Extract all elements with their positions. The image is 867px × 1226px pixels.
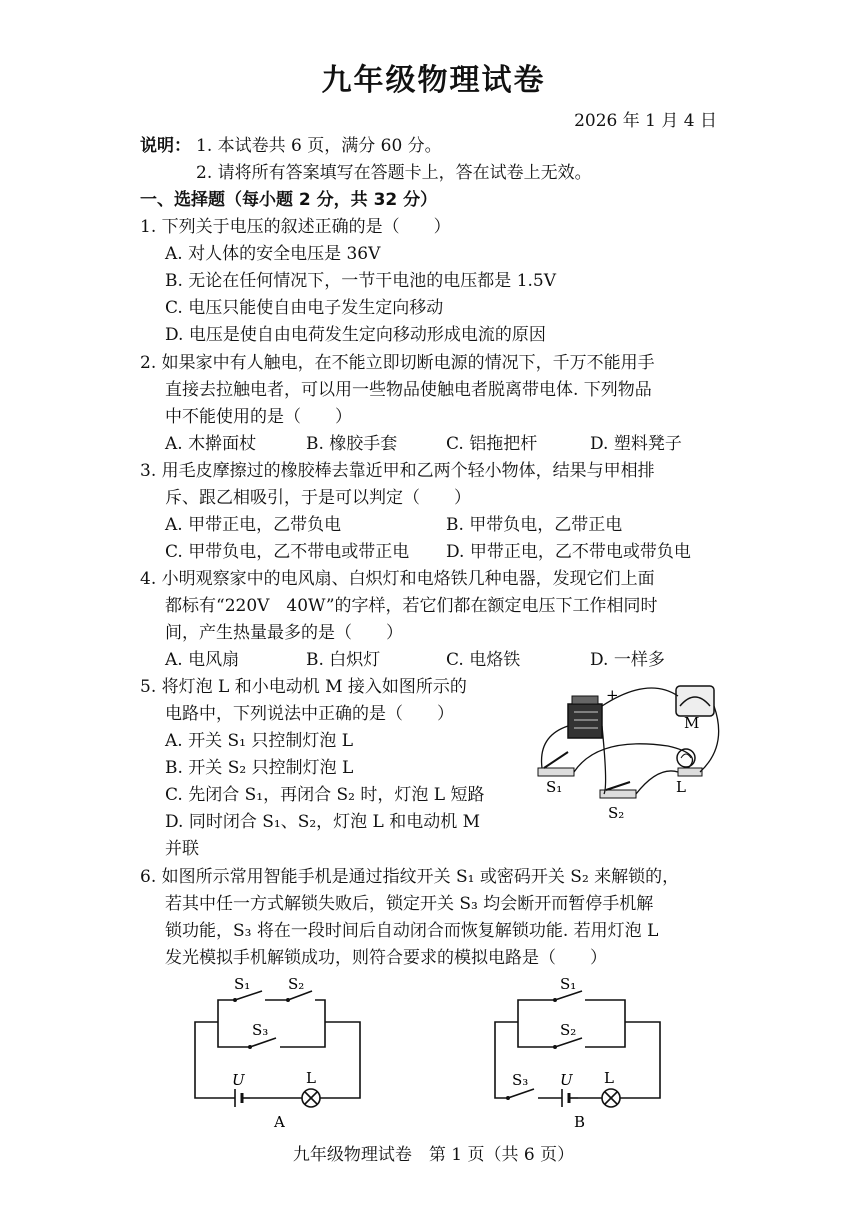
q4-option-a: A. 电风扇 xyxy=(165,650,240,670)
circuit-a-s1-label: S₁ xyxy=(234,975,251,993)
q2-stem-3: 中不能使用的是（ ） xyxy=(165,407,352,427)
switch-s1-label: S₁ xyxy=(546,778,563,796)
q5-circuit-figure xyxy=(528,676,728,826)
battery-plus-label: + xyxy=(606,686,619,704)
q2-option-a: A. 木擀面杖 xyxy=(165,434,257,454)
battery-icon xyxy=(568,704,602,738)
circuit-b-u-label: U xyxy=(560,1071,573,1089)
circuit-a-s3-label: S₃ xyxy=(252,1021,269,1039)
q5-option-d: D. 同时闭合 S₁、S₂，灯泡 L 和电动机 M xyxy=(165,812,481,832)
circuit-b-s2-label: S₂ xyxy=(560,1021,577,1039)
q3-option-a: A. 甲带正电，乙带负电 xyxy=(165,515,342,535)
q4-option-c: C. 电烙铁 xyxy=(446,650,521,670)
circuit-a-u-label: U xyxy=(232,1071,245,1089)
q5-option-c: C. 先闭合 S₁，再闭合 S₂ 时，灯泡 L 短路 xyxy=(165,785,485,805)
q5-option-a: A. 开关 S₁ 只控制灯泡 L xyxy=(165,731,354,751)
note-1: 1. 本试卷共 6 页，满分 60 分。 xyxy=(196,136,442,156)
motor-icon xyxy=(676,686,714,716)
q6-stem-3: 锁功能，S₃ 将在一段时间后自动闭合而恢复解锁功能. 若用灯泡 L xyxy=(165,921,659,941)
q5-stem-2: 电路中，下列说法中正确的是（ ） xyxy=(165,704,454,724)
q2-option-d: D. 塑料凳子 xyxy=(590,434,682,454)
circuit-a-s2-label: S₂ xyxy=(288,975,305,993)
q3-stem-1: 3. 用毛皮摩擦过的橡胶棒去靠近甲和乙两个轻小物体，结果与甲相排 xyxy=(140,461,655,481)
q6-circuit-a xyxy=(190,975,380,1135)
q3-option-d: D. 甲带正电，乙不带电或带负电 xyxy=(446,542,691,562)
page-footer: 九年级物理试卷 第 1 页（共 6 页） xyxy=(292,1145,575,1165)
q4-stem-1: 4. 小明观察家中的电风扇、白炽灯和电烙铁几种电器，发现它们上面 xyxy=(140,569,655,589)
q6-stem-1: 6. 如图所示常用智能手机是通过指纹开关 S₁ 或密码开关 S₂ 来解锁的， xyxy=(140,867,680,887)
q3-stem-2: 斥、跟乙相吸引，于是可以判定（ ） xyxy=(165,488,471,508)
q1-option-d: D. 电压是使自由电荷发生定向移动形成电流的原因 xyxy=(165,325,546,345)
q2-option-b: B. 橡胶手套 xyxy=(306,434,398,454)
q1-option-b: B. 无论在任何情况下，一节干电池的电压都是 1.5V xyxy=(165,271,557,291)
q5-stem-1: 5. 将灯泡 L 和小电动机 M 接入如图所示的 xyxy=(140,677,467,697)
motor-label: M xyxy=(684,714,700,732)
note-2: 2. 请将所有答案填写在答题卡上，答在试卷上无效。 xyxy=(196,163,592,183)
q5-option-d-cont: 并联 xyxy=(165,839,199,859)
q6-circuit-b xyxy=(490,975,680,1135)
q4-stem-3: 间，产生热量最多的是（ ） xyxy=(165,623,403,643)
switch-s1-icon xyxy=(538,768,574,776)
section-heading: 一、选择题（每小题 2 分，共 32 分） xyxy=(140,190,438,210)
q1-option-a: A. 对人体的安全电压是 36V xyxy=(165,244,381,264)
circuit-b-caption: B xyxy=(574,1113,586,1131)
q6-stem-2: 若其中任一方式解锁失败后，锁定开关 S₃ 均会断开而暂停手机解 xyxy=(165,894,654,914)
q2-stem-2: 直接去拉触电者，可以用一些物品使触电者脱离带电体. 下列物品 xyxy=(165,380,652,400)
circuit-a-l-label: L xyxy=(306,1069,316,1087)
circuit-b-s1-label: S₁ xyxy=(560,975,577,993)
q2-option-c: C. 铝拖把杆 xyxy=(446,434,538,454)
q4-stem-2: 都标有“220V 40W”的字样，若它们都在额定电压下工作相同时 xyxy=(165,596,658,616)
q3-option-c: C. 甲带负电，乙不带电或带正电 xyxy=(165,542,410,562)
q2-stem-1: 2. 如果家中有人触电，在不能立即切断电源的情况下，千万不能用手 xyxy=(140,353,655,373)
q1-option-c: C. 电压只能使自由电子发生定向移动 xyxy=(165,298,444,318)
circuit-a-caption: A xyxy=(274,1113,285,1131)
q4-option-d: D. 一样多 xyxy=(590,650,665,670)
circuit-b-l-label: L xyxy=(604,1069,614,1087)
q4-option-b: B. 白炽灯 xyxy=(306,650,381,670)
circuit-b-s3-label: S₃ xyxy=(512,1071,529,1089)
q3-option-b: B. 甲带负电，乙带正电 xyxy=(446,515,623,535)
notes-label: 说明： xyxy=(140,136,191,156)
lamp-label: L xyxy=(676,778,686,796)
exam-date: 2026 年 1 月 4 日 xyxy=(574,111,717,131)
q1-stem: 1. 下列关于电压的叙述正确的是（ ） xyxy=(140,217,451,237)
q6-stem-4: 发光模拟手机解锁成功，则符合要求的模拟电路是（ ） xyxy=(165,948,607,968)
q5-option-b: B. 开关 S₂ 只控制灯泡 L xyxy=(165,758,354,778)
switch-s2-label: S₂ xyxy=(608,804,625,822)
page-title: 九年级物理试卷 xyxy=(321,63,546,98)
